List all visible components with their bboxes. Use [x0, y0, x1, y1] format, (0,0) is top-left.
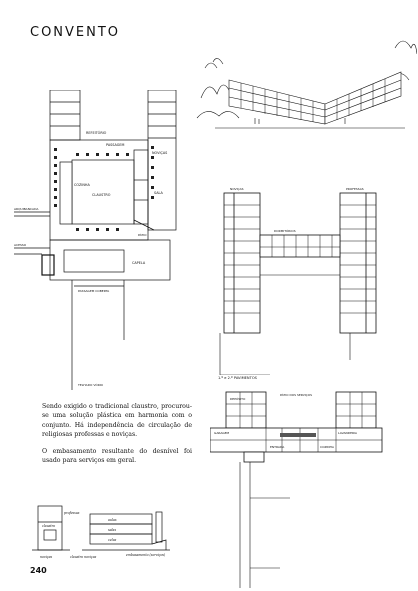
label-cozinha: COZINHA — [74, 183, 90, 187]
sketch-label-claustro: claustro — [42, 524, 56, 528]
label-novicas-wing: NOVIÇAS — [230, 187, 244, 191]
label-dormitorios: DORMITÓRIOS — [274, 229, 296, 233]
body-paragraph-2: O embasamento resultante do desnível foi usado para serviços em geral. — [42, 448, 192, 465]
label-acesso: ACESSO — [14, 243, 27, 247]
label-professas-wing: PROFESSAS — [346, 187, 364, 191]
label-refeitorio: REFEITÓRIO — [86, 131, 107, 135]
label-cozinha-servico: COZINHA — [320, 445, 334, 449]
sketch-label-novicas: noviças — [40, 555, 53, 559]
sketch-label-professas: professas — [64, 511, 80, 515]
label-patio-servicos: PÁTIO DOS SERVIÇOS — [280, 393, 313, 397]
label-patio: PÁTIO — [138, 233, 147, 237]
label-pavimentos: 1.º e 2.º PAVIMENTOS — [218, 376, 257, 380]
label-passagem-coberta: PASSAGEM COBERTA — [78, 289, 110, 293]
section-sketch — [30, 500, 200, 562]
label-lavanderia: LAVANDERIA — [338, 431, 357, 435]
ground-floor-plan — [14, 90, 200, 390]
label-deposito: DEPÓSITO — [230, 397, 246, 401]
label-novicas: NOVIÇAS — [152, 151, 168, 155]
sketch-label-claustro-novicas: claustro noviças — [70, 555, 97, 559]
label-arquibancada: ARQUIBANCADA — [14, 207, 39, 211]
body-paragraph-1: Sendo exigido o tradicional claustro, procurou-se uma solução plástica em harmonia com o conjunto. Há independência de circulação de religiosas professas e noviças. — [42, 403, 192, 438]
page-number: 240 — [30, 566, 47, 575]
label-claustro: CLAUSTRO — [92, 193, 111, 197]
label-telhado-vorio: TELHADO VÓRIO — [78, 383, 104, 387]
building-perspective-sketch — [195, 28, 417, 140]
label-passagem: PASSAGEM — [106, 143, 125, 147]
label-garagem: GARAGEM — [214, 431, 230, 435]
sketch-label-salas: salas — [108, 528, 117, 532]
sketch-label-aulas: aulas — [108, 518, 117, 522]
sketch-label-celas: celas — [108, 538, 117, 542]
label-capela: CAPELA — [132, 261, 146, 265]
sketch-label-embasamento: embasamento (serviços) — [126, 553, 166, 557]
label-sala: SALA — [154, 191, 163, 195]
basement-plan — [210, 388, 388, 588]
page-title: CONVENTO — [30, 25, 121, 40]
upper-floors-plan — [210, 185, 382, 375]
label-entrada: ENTRADA — [270, 445, 285, 449]
